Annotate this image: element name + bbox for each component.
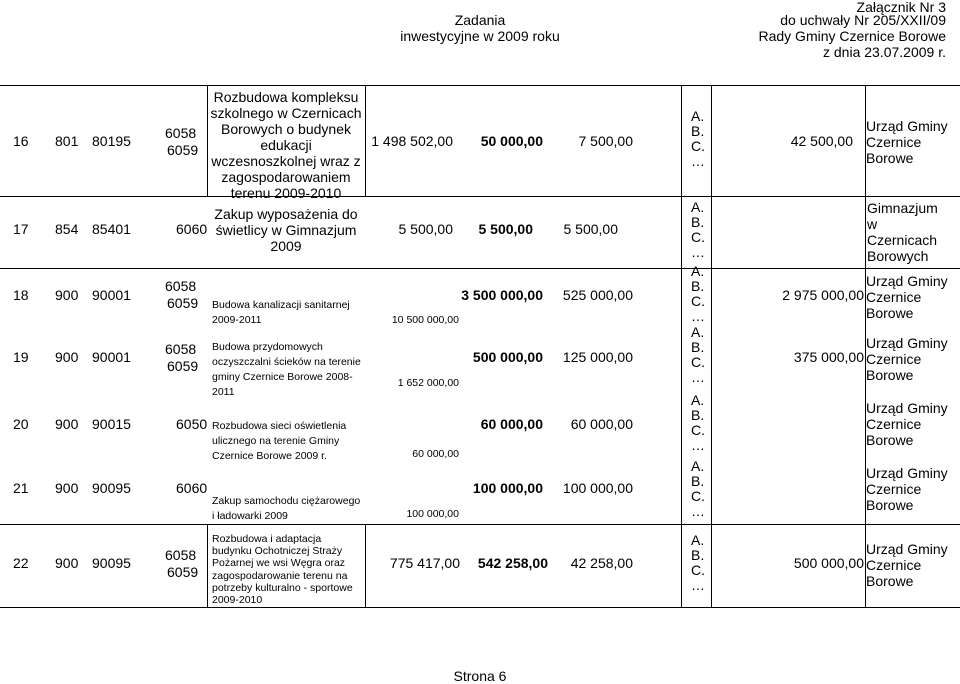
plan-2009-cell: 50 000,00 xyxy=(480,133,543,149)
paragraf-cell: 6059 xyxy=(167,295,199,311)
amount-cell: 500 000,00 xyxy=(793,555,864,571)
rozdzial-cell: 90015 xyxy=(92,416,131,432)
amount-cell: 42 500,00 xyxy=(790,133,853,149)
executing-unit: Urząd Gminy Czernice Borowe xyxy=(866,541,948,589)
task-name: Zakup wyposażenia do świetlicy w Gimnazjum 2009 xyxy=(214,206,358,254)
dzial-cell: 900 xyxy=(55,416,79,432)
dochody-cell: 7 500,00 xyxy=(578,133,633,149)
paragraf-cell: 6058 xyxy=(165,341,197,357)
executing-unit: Gimnazjum w Czernicach Borowych xyxy=(867,200,938,264)
rozdzial-cell: 90001 xyxy=(92,349,131,365)
dochody-cell: 42 258,00 xyxy=(570,555,633,571)
dzial-cell: 900 xyxy=(55,287,79,303)
total-value-cell: 60 000,00 xyxy=(412,448,459,460)
row-number: 21 xyxy=(13,480,29,496)
funding-sources: A. B. C. … xyxy=(691,263,705,324)
dzial-cell: 801 xyxy=(55,133,79,149)
koszt-cell: 775 417,00 xyxy=(389,555,460,571)
plan-2009-cell: 500 000,00 xyxy=(472,349,543,365)
plan-2009-cell: 100 000,00 xyxy=(472,480,543,496)
row-number: 20 xyxy=(13,416,29,432)
amount-cell: 2 975 000,00 xyxy=(782,287,864,303)
funding-sources: A. B. C. … xyxy=(691,324,705,385)
total-value-cell: 1 652 000,00 xyxy=(397,377,459,389)
document-title: Zadania xyxy=(454,12,506,28)
dzial-cell: 854 xyxy=(55,221,79,237)
executing-unit: Urząd Gminy Czernice Borowe xyxy=(866,273,948,321)
plan-2009-cell: 5 500,00 xyxy=(478,221,533,237)
council-name: Rady Gminy Czernice Borowe xyxy=(758,28,946,44)
funding-sources: A. B. C. … xyxy=(691,108,705,169)
task-name: Budowa przydomowych oczyszczalni ścieków na terenie gminy Czernice Borowe 2008- 2011 xyxy=(212,341,361,398)
dochody-cell: 60 000,00 xyxy=(570,416,633,432)
row-number: 16 xyxy=(13,133,29,149)
task-name: Rozbudowa i adaptacja budynku Ochotniczej Straży Pożarnej we wsi Węgra oraz zagospodarowanie terenu na potrzeby kulturalno - sportowe 2009-2010 xyxy=(212,533,353,607)
plan-2009-cell: 3 500 000,00 xyxy=(461,287,543,303)
page-number: Strona 6 xyxy=(453,668,507,684)
rozdzial-cell: 80195 xyxy=(92,133,131,149)
resolution-number: do uchwały Nr 205/XXII/09 xyxy=(780,12,946,28)
funding-sources: A. B. C. … xyxy=(691,199,705,260)
paragraf-cell: 6059 xyxy=(167,142,199,158)
paragraf-cell: 6059 xyxy=(167,564,199,580)
resolution-date: z dnia 23.07.2009 r. xyxy=(823,44,946,60)
funding-sources: A. B. C. … xyxy=(691,392,705,453)
koszt-cell: 1 498 502,00 xyxy=(371,133,453,149)
executing-unit: Urząd Gminy Czernice Borowe xyxy=(866,335,948,383)
paragraf-cell: 6058 xyxy=(165,547,197,563)
rozdzial-cell: 85401 xyxy=(92,221,131,237)
rozdzial-cell: 90095 xyxy=(92,555,131,571)
paragraf-cell: 6059 xyxy=(167,358,199,374)
funding-sources: A. B. C. … xyxy=(691,458,705,519)
row-number: 17 xyxy=(13,221,29,237)
attachment-number: Załącznik Nr 3 xyxy=(856,0,946,15)
amount-cell: 375 000,00 xyxy=(793,349,864,365)
dzial-cell: 900 xyxy=(55,480,79,496)
task-name: Rozbudowa kompleksu szkolnego w Czernicach Borowych o budynek edukacji wczesnoszkolnej wraz z zagospodarowaniem terenu 2009-2010 xyxy=(210,89,362,201)
dochody-cell: 125 000,00 xyxy=(562,349,633,365)
executing-unit: Urząd Gminy Czernice Borowe xyxy=(866,118,948,166)
paragraf-cell: 6050 xyxy=(176,416,208,432)
dzial-cell: 900 xyxy=(55,555,79,571)
executing-unit: Urząd Gminy Czernice Borowe xyxy=(866,400,948,448)
rozdzial-cell: 90001 xyxy=(92,287,131,303)
dochody-cell: 100 000,00 xyxy=(562,480,633,496)
dzial-cell: 900 xyxy=(55,349,79,365)
executing-unit: Urząd Gminy Czernice Borowe xyxy=(866,465,948,513)
total-value-cell: 100 000,00 xyxy=(406,508,459,520)
paragraf-cell: 6060 xyxy=(176,221,208,237)
funding-sources: A. B. C. … xyxy=(691,532,705,593)
paragraf-cell: 6060 xyxy=(176,480,208,496)
row-number: 22 xyxy=(13,555,29,571)
rozdzial-cell: 90095 xyxy=(92,480,131,496)
total-value-cell: 10 500 000,00 xyxy=(391,314,459,326)
document-subtitle: inwestycyjne w 2009 roku xyxy=(400,28,560,44)
task-name: Zakup samochodu ciężarowego i ładowarki 2009 xyxy=(212,495,361,522)
paragraf-cell: 6058 xyxy=(165,278,197,294)
dochody-cell: 525 000,00 xyxy=(562,287,633,303)
task-name-years: 2009-2011 xyxy=(212,314,262,326)
task-name: Budowa kanalizacji sanitarnej xyxy=(212,299,350,311)
row-number: 19 xyxy=(13,349,29,365)
paragraf-cell: 6058 xyxy=(165,125,197,141)
dochody-cell: 5 500,00 xyxy=(563,221,618,237)
plan-2009-cell: 542 258,00 xyxy=(477,555,548,571)
row-number: 18 xyxy=(13,287,29,303)
task-name: Rozbudowa sieci oświetlenia ulicznego na terenie Gminy Czernice Borowe 2009 r. xyxy=(212,420,347,462)
koszt-cell: 5 500,00 xyxy=(398,221,453,237)
plan-2009-cell: 60 000,00 xyxy=(480,416,543,432)
